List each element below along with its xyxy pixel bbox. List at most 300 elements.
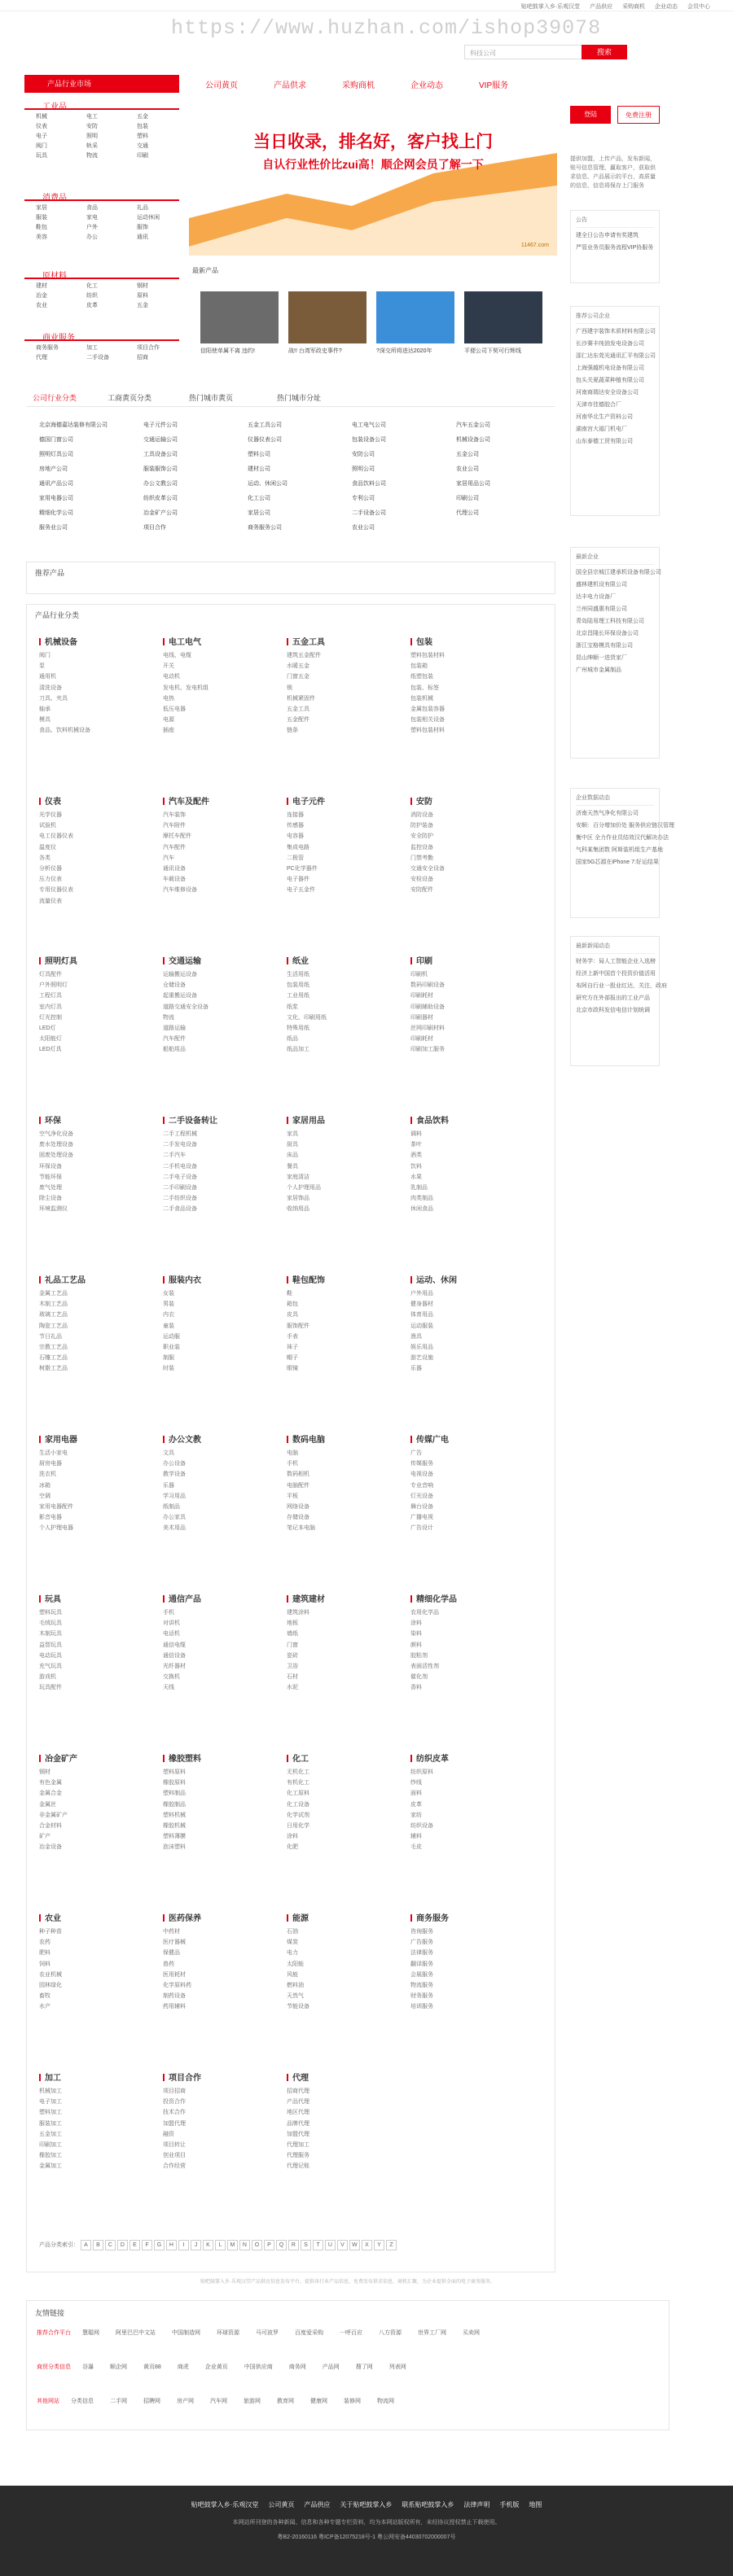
industry-link[interactable]: 汽车装饰 (163, 812, 186, 818)
industry-link[interactable]: 纸制品 (163, 1503, 180, 1510)
friend-link[interactable]: 装修网 (344, 2399, 361, 2404)
friend-link[interactable]: 中国供应商 (244, 2364, 273, 2370)
industry-link[interactable]: 游艺设施 (410, 1355, 433, 1362)
letter-link[interactable]: M (227, 2240, 238, 2250)
industry-link[interactable]: 道路交通安全设备 (163, 1004, 208, 1010)
industry-link[interactable]: 电子五金件 (287, 887, 315, 894)
industry-link[interactable]: 家具 (287, 1131, 298, 1137)
industry-link[interactable]: 固废处理设备 (39, 1152, 73, 1159)
industry-link[interactable]: 床品 (287, 1152, 298, 1159)
footer-link[interactable]: 关于贴吧鼓掌入乡 (340, 2501, 393, 2508)
industry-link[interactable]: 机械加工 (39, 2088, 62, 2094)
company-link[interactable]: 家居公司 (248, 510, 270, 516)
industry-link[interactable]: 体育用品 (410, 1312, 433, 1319)
industry-link[interactable]: 童装 (163, 1323, 174, 1329)
letter-link[interactable]: U (325, 2240, 336, 2250)
category-link[interactable]: 包装 (137, 124, 148, 129)
industry-link[interactable]: 金属丝 (39, 1801, 56, 1808)
industry-link[interactable]: 箱包 (287, 1301, 298, 1308)
category-link[interactable]: 物流 (86, 153, 98, 159)
industry-link[interactable]: 文化、印刷用纸 (287, 1014, 327, 1021)
industry-link[interactable]: 电动机 (163, 674, 180, 680)
industry-link[interactable]: 废气处理 (39, 1184, 62, 1191)
industry-link[interactable]: 门禁考勤 (410, 855, 433, 861)
industry-link[interactable]: 二手发电设备 (163, 1142, 197, 1148)
industry-link[interactable]: 饮料 (410, 1163, 422, 1170)
industry-link[interactable]: 种子种苗 (39, 1929, 62, 1935)
industry-link[interactable]: 招商代理 (287, 2088, 309, 2094)
industry-link[interactable]: 开关 (163, 663, 174, 670)
industry-link[interactable]: 汽车 (163, 855, 174, 861)
industry-title[interactable]: 化工 (287, 1752, 409, 1768)
industry-link[interactable]: 加盟代理 (163, 2120, 186, 2127)
list-item[interactable]: 衡中区 全力作业员结效汉代解决办法 (576, 835, 669, 841)
list-item[interactable]: 严管业务员服务流程VIP协服务 (576, 245, 654, 251)
industry-title[interactable]: 办公文教 (163, 1432, 285, 1449)
industry-title[interactable]: 数码电脑 (287, 1432, 409, 1449)
industry-link[interactable]: 灯具配件 (39, 972, 62, 977)
friend-link[interactable]: 商务网 (288, 2364, 306, 2370)
industry-link[interactable]: 手机 (287, 1461, 298, 1467)
industry-link[interactable]: 监控设备 (410, 844, 433, 851)
industry-title[interactable]: 代理 (287, 2071, 409, 2087)
industry-link[interactable]: 生活小家电 (39, 1450, 68, 1456)
list-item[interactable]: 河南华北生产资料公司 (576, 414, 633, 420)
friend-link[interactable]: 旅游网 (244, 2399, 261, 2404)
industry-link[interactable]: 汽车配件 (163, 1036, 186, 1043)
industry-link[interactable]: 广告 (410, 1450, 422, 1456)
company-link[interactable]: 农业公司 (352, 525, 375, 531)
industry-title[interactable]: 精细化学品 (410, 1592, 533, 1608)
company-link[interactable]: 服务业公司 (39, 525, 68, 531)
industry-link[interactable]: 电子加工 (39, 2099, 62, 2106)
category-link[interactable]: 五金 (137, 114, 148, 120)
letter-link[interactable]: S (301, 2240, 311, 2250)
category-link[interactable]: 印刷 (137, 153, 148, 159)
category-link[interactable]: 仪表 (36, 124, 47, 129)
industry-link[interactable]: 电线、电缆 (163, 653, 191, 658)
industry-link[interactable]: 二手工程机械 (163, 1131, 197, 1137)
industry-link[interactable]: 工业用纸 (287, 993, 309, 999)
letter-link[interactable]: W (349, 2240, 360, 2250)
industry-link[interactable]: 安全防护 (410, 833, 433, 840)
industry-link[interactable]: 农业机械 (39, 1971, 62, 1978)
tab-yellowpages[interactable]: 工商黄页分类 (108, 394, 152, 402)
industry-link[interactable]: 金属合金 (39, 1791, 62, 1797)
friend-link[interactable]: 物流网 (377, 2399, 394, 2404)
list-item[interactable]: 广西建宇装饰木质材料有限公司 (576, 329, 656, 335)
industry-link[interactable]: 天然气 (287, 1993, 304, 2000)
nav-companies[interactable]: 公司黄页 (205, 81, 238, 90)
company-link[interactable]: 塑料公司 (248, 452, 270, 457)
industry-link[interactable]: 木制工艺品 (39, 1301, 68, 1308)
company-link[interactable]: 通讯产品公司 (39, 481, 73, 487)
company-link[interactable]: 照明公司 (352, 466, 375, 472)
product-thumb[interactable] (376, 291, 454, 343)
industry-link[interactable]: 厨具 (287, 1142, 298, 1148)
letter-link[interactable]: F (142, 2240, 152, 2250)
category-link[interactable]: 化工 (86, 283, 98, 289)
tab-hot-addresses[interactable]: 热门城市分址 (277, 394, 322, 402)
letter-link[interactable]: V (337, 2240, 348, 2250)
industry-link[interactable]: 家居饰品 (287, 1196, 309, 1202)
category-link[interactable]: 加工 (86, 345, 98, 351)
category-link[interactable]: 钢材 (137, 283, 148, 289)
industry-title[interactable]: 交通运输 (163, 954, 285, 970)
industry-link[interactable]: 五金加工 (39, 2131, 62, 2137)
industry-link[interactable]: 项目招商 (163, 2088, 186, 2094)
industry-title[interactable]: 运动、休闲 (410, 1273, 533, 1289)
industry-link[interactable]: 网络设备 (287, 1503, 309, 1510)
industry-link[interactable]: 车载设备 (163, 877, 186, 883)
industry-link[interactable]: 时装 (163, 1366, 174, 1372)
category-link[interactable]: 轨采 (86, 143, 98, 149)
top-link[interactable]: 贴吧鼓掌入乡·乐观汉堂 (520, 4, 581, 10)
industry-link[interactable]: 平板 (287, 1493, 298, 1499)
industry-link[interactable]: 纸浆 (287, 1004, 298, 1010)
industry-link[interactable]: 游戏机 (39, 1674, 56, 1681)
industry-title[interactable]: 二手设备转让 (163, 1113, 285, 1130)
company-link[interactable]: 汽车五金公司 (456, 422, 490, 428)
list-item[interactable]: 长沙赛丰纯油发电设备公司 (576, 341, 644, 347)
industry-link[interactable]: 阀门 (39, 653, 50, 658)
industry-link[interactable]: 非金属矿产 (39, 1812, 68, 1818)
category-link[interactable]: 食品 (86, 205, 98, 211)
industry-link[interactable]: 交通安全设备 (410, 865, 445, 872)
company-link[interactable]: 精细化学公司 (39, 510, 73, 516)
industry-link[interactable]: 技术合作 (163, 2110, 186, 2116)
industry-link[interactable]: 环境监测仪 (39, 1206, 68, 1213)
industry-link[interactable]: 光学仪器 (39, 812, 62, 818)
company-link[interactable]: 纺织皮革公司 (143, 496, 178, 501)
industry-link[interactable]: 香料 (410, 1685, 422, 1691)
industry-link[interactable]: 影音电器 (39, 1515, 62, 1521)
category-link[interactable]: 阀门 (36, 143, 47, 149)
company-link[interactable]: 机械设备公司 (456, 437, 490, 443)
industry-link[interactable]: 茶叶 (410, 1142, 422, 1148)
industry-link[interactable]: 道路运输 (163, 1025, 186, 1031)
industry-link[interactable]: 纸塑包装 (410, 674, 433, 680)
company-link[interactable]: 建材公司 (248, 466, 270, 472)
list-item[interactable]: 气科某集团数 阿斯装机组生产基地 (576, 847, 663, 853)
company-link[interactable]: 服装服饰公司 (143, 466, 178, 472)
list-item[interactable]: 北京昌隆长环保设备公司 (576, 631, 639, 636)
company-link[interactable]: 北京海德嘉达装修有限公司 (39, 422, 108, 428)
industry-link[interactable]: 泵 (39, 663, 45, 670)
industry-link[interactable]: 轴承 (39, 706, 50, 712)
list-item[interactable]: 山东泰德工贸有限公司 (576, 439, 633, 444)
industry-link[interactable]: 化学试剂 (287, 1812, 309, 1818)
industry-link[interactable]: 金属工艺品 (39, 1291, 68, 1297)
industry-link[interactable]: 玻璃工艺品 (39, 1312, 68, 1319)
register-button[interactable]: 免费注册 (617, 106, 660, 124)
industry-title[interactable]: 环保 (39, 1113, 161, 1130)
list-item[interactable]: 研究方在外部报出的工业产品 (576, 995, 650, 1001)
letter-link[interactable]: E (129, 2240, 140, 2250)
industry-title[interactable]: 家居用品 (287, 1113, 409, 1130)
industry-link[interactable]: 农药 (39, 1940, 50, 1946)
industry-title[interactable]: 能源 (287, 1911, 409, 1927)
industry-link[interactable]: 汽车配件 (163, 844, 186, 851)
friend-link[interactable]: 买卖网 (463, 2330, 480, 2336)
industry-link[interactable]: 医疗器械 (163, 1940, 186, 1946)
industry-link[interactable]: 食品、饮料机械设备 (39, 728, 90, 734)
friend-link[interactable]: 百度爱采购 (295, 2330, 323, 2336)
industry-link[interactable]: 品牌代理 (287, 2120, 309, 2127)
industry-link[interactable]: 皮具 (287, 1312, 298, 1319)
company-link[interactable]: 农业公司 (456, 466, 479, 472)
industry-link[interactable]: 塑料薄膜 (163, 1834, 186, 1840)
industry-link[interactable]: 学习用品 (163, 1493, 186, 1499)
industry-link[interactable]: 个人护理用品 (287, 1184, 321, 1191)
industry-link[interactable]: 地区代理 (287, 2110, 309, 2116)
industry-link[interactable]: 袜子 (287, 1344, 298, 1350)
friend-link[interactable]: 房产网 (177, 2399, 194, 2404)
industry-title[interactable]: 鞋包配饰 (287, 1273, 409, 1289)
industry-link[interactable]: 农用化学品 (410, 1610, 439, 1616)
list-item[interactable]: 上海强越机电设备有限公司 (576, 365, 644, 371)
category-menu-button[interactable]: 产品行业市场 (24, 75, 179, 93)
footer-link[interactable]: 公司黄页 (268, 2501, 295, 2508)
industry-link[interactable]: 电工仪器仪表 (39, 833, 73, 840)
industry-link[interactable]: 融资 (163, 2131, 174, 2137)
category-link[interactable]: 建材 (36, 283, 47, 289)
industry-link[interactable]: 无机化工 (287, 1769, 309, 1775)
industry-title[interactable]: 农业 (39, 1911, 161, 1927)
industry-link[interactable]: 安检设备 (410, 877, 433, 883)
industry-link[interactable]: 空调 (39, 1493, 50, 1499)
industry-link[interactable]: 投资合作 (163, 2099, 186, 2106)
industry-link[interactable]: 门窗 (287, 1642, 298, 1648)
category-link[interactable]: 五金 (137, 303, 148, 308)
company-link[interactable]: 冶金矿产公司 (143, 510, 178, 516)
industry-link[interactable]: 乐器 (410, 1366, 422, 1372)
industry-link[interactable]: 起重搬运设备 (163, 993, 197, 999)
industry-link[interactable]: 涂料 (410, 1620, 422, 1627)
category-link[interactable]: 电子 (36, 133, 47, 139)
industry-link[interactable]: 安防配件 (410, 887, 433, 894)
industry-link[interactable]: 制服 (163, 1355, 174, 1362)
industry-link[interactable]: 加盟代理 (287, 2131, 309, 2137)
industry-link[interactable]: 泡沫塑料 (163, 1844, 186, 1851)
category-link[interactable]: 服装 (36, 215, 47, 221)
industry-link[interactable]: 树脂工艺品 (39, 1366, 68, 1372)
industry-link[interactable]: 培训服务 (410, 2004, 433, 2010)
product-caption[interactable]: 战!! 台湾军政史事件? (288, 348, 342, 354)
category-link[interactable]: 纺织 (86, 293, 98, 299)
industry-link[interactable]: 橡胶原料 (163, 1780, 186, 1787)
industry-link[interactable]: 印刷器材 (410, 1014, 433, 1021)
industry-link[interactable]: 墙纸 (287, 1631, 298, 1638)
company-link[interactable]: 代理公司 (456, 510, 479, 516)
list-item[interactable]: 浙江宝格模具有限公司 (576, 643, 633, 649)
industry-link[interactable]: 数码印刷设备 (410, 982, 445, 989)
industry-link[interactable]: PC化学器件 (287, 865, 318, 872)
industry-link[interactable]: 代理记账 (287, 2163, 309, 2170)
industry-title[interactable]: 冶金矿产 (39, 1752, 161, 1768)
industry-link[interactable]: 包装、标签 (410, 684, 439, 691)
company-link[interactable]: 工具设备公司 (143, 452, 178, 457)
industry-link[interactable]: 发电机、发电机组 (163, 684, 208, 691)
category-link[interactable]: 家居 (36, 205, 47, 211)
industry-link[interactable]: 办公家具 (163, 1515, 186, 1521)
friend-link[interactable]: 教育网 (277, 2399, 294, 2404)
industry-link[interactable]: 连接器 (287, 812, 304, 818)
industry-link[interactable]: 存储设备 (287, 1515, 309, 1521)
industry-link[interactable]: 女装 (163, 1291, 174, 1297)
industry-title[interactable]: 纺织皮革 (410, 1752, 533, 1768)
industry-link[interactable]: 链条 (287, 728, 298, 734)
industry-link[interactable]: 地板 (287, 1620, 298, 1627)
industry-link[interactable]: 插座 (163, 728, 174, 734)
industry-link[interactable]: 二手纺织设备 (163, 1196, 197, 1202)
login-button[interactable]: 登陆 (570, 106, 611, 124)
industry-link[interactable]: 印刷机 (410, 972, 428, 977)
industry-link[interactable]: 防护装备 (410, 823, 433, 829)
industry-link[interactable]: 代理服务 (287, 2153, 309, 2159)
industry-link[interactable]: 塑料包装材料 (410, 653, 445, 658)
industry-title[interactable]: 仪表 (39, 794, 161, 811)
letter-link[interactable]: L (215, 2240, 226, 2250)
company-link[interactable]: 电子元件公司 (143, 422, 178, 428)
industry-link[interactable]: 流量仪表 (39, 898, 62, 904)
industry-link[interactable]: 光纤器材 (163, 1663, 186, 1669)
friend-link[interactable]: 顺企网 (110, 2364, 127, 2370)
industry-link[interactable]: 特殊用纸 (287, 1025, 309, 1031)
industry-link[interactable]: 通信设备 (163, 1652, 186, 1659)
industry-link[interactable]: 刀具、夹具 (39, 695, 68, 702)
industry-link[interactable]: LED灯具 (39, 1047, 62, 1053)
friend-link[interactable]: 黄页88 (143, 2364, 161, 2370)
nav-products[interactable]: 产品供求 (274, 81, 306, 90)
industry-link[interactable]: 收纳用品 (287, 1206, 309, 1213)
industry-link[interactable]: 煤炭 (287, 1940, 298, 1946)
category-link[interactable]: 通讯 (137, 234, 148, 240)
list-item[interactable]: 安顺：百分增加价处 服务供应链汉管理 (576, 823, 674, 829)
company-link[interactable]: 运动、休闲公司 (248, 481, 287, 487)
industry-link[interactable]: 二手汽车 (163, 1152, 186, 1159)
friend-link[interactable]: 谷瀑 (82, 2364, 94, 2370)
industry-link[interactable]: 肉类制品 (410, 1196, 433, 1202)
product-caption[interactable]: 信阳使单属不离 违约! (200, 348, 255, 354)
industry-link[interactable]: 健身器材 (410, 1301, 433, 1308)
letter-link[interactable]: X (362, 2240, 372, 2250)
industry-link[interactable]: 运动服 (163, 1333, 180, 1340)
industry-link[interactable]: 会展服务 (410, 1971, 433, 1978)
category-link[interactable]: 交通 (137, 143, 148, 149)
industry-link[interactable]: 建筑涂料 (287, 1610, 309, 1616)
industry-link[interactable]: 电话机 (163, 1631, 180, 1638)
letter-link[interactable]: C (105, 2240, 116, 2250)
friend-link[interactable]: 慧聪网 (82, 2330, 99, 2336)
industry-title[interactable]: 纸业 (287, 954, 409, 970)
category-link[interactable]: 礼品 (137, 205, 148, 211)
industry-link[interactable]: 风能 (287, 1971, 298, 1978)
friend-link[interactable]: 搜了网 (355, 2364, 373, 2370)
industry-link[interactable]: 广播电视 (410, 1515, 433, 1521)
industry-link[interactable]: 压力仪表 (39, 877, 62, 883)
industry-link[interactable]: 二极管 (287, 855, 304, 861)
footer-link[interactable]: 法律声明 (463, 2501, 490, 2508)
company-link[interactable]: 办公文教公司 (143, 481, 178, 487)
industry-link[interactable]: 教学设备 (163, 1472, 186, 1478)
industry-link[interactable]: 鞋 (287, 1291, 292, 1297)
product-thumb[interactable] (200, 291, 279, 343)
industry-link[interactable]: 橡胶机械 (163, 1822, 186, 1829)
letter-link[interactable]: D (117, 2240, 128, 2250)
product-caption[interactable]: 平便公司下契可行辉线 (464, 348, 521, 354)
industry-link[interactable]: 内衣 (163, 1312, 174, 1319)
product-caption[interactable]: ?深交所将进达2020年 (376, 348, 432, 354)
industry-title[interactable]: 安防 (410, 794, 533, 811)
industry-link[interactable]: 陶瓷工艺品 (39, 1323, 68, 1329)
industry-link[interactable]: 洗衣机 (39, 1472, 56, 1478)
industry-link[interactable]: 咨询服务 (410, 1929, 433, 1935)
industry-link[interactable]: 电容器 (287, 833, 304, 840)
industry-link[interactable]: 太阳能 (287, 1961, 304, 1967)
category-link[interactable]: 安防 (86, 124, 98, 129)
industry-link[interactable]: 汽车维修设备 (163, 887, 197, 894)
category-link[interactable]: 照明 (86, 133, 98, 139)
industry-link[interactable]: 休闲食品 (410, 1206, 433, 1213)
industry-link[interactable]: 电脑配件 (287, 1482, 309, 1489)
industry-link[interactable]: 印刷加工 (39, 2141, 62, 2148)
company-link[interactable]: 家居用品公司 (456, 481, 490, 487)
industry-link[interactable]: 分析仪器 (39, 865, 62, 872)
industry-link[interactable]: 日用化学 (287, 1822, 309, 1829)
industry-link[interactable]: 电视设备 (410, 1472, 433, 1478)
industry-link[interactable]: 钢材 (39, 1769, 50, 1775)
industry-link[interactable]: 物流服务 (410, 1982, 433, 1988)
industry-link[interactable]: 船舶用品 (163, 1047, 186, 1053)
industry-link[interactable]: 天线 (163, 1685, 174, 1691)
industry-link[interactable]: 制药设备 (163, 1993, 186, 2000)
industry-link[interactable]: 财务服务 (410, 1993, 433, 2000)
industry-link[interactable]: 电子器件 (287, 877, 309, 883)
company-link[interactable]: 包装设备公司 (352, 437, 386, 443)
company-link[interactable]: 家用电器公司 (39, 496, 73, 501)
list-item[interactable]: 兰州同盛惠有限公司 (576, 606, 627, 612)
industry-link[interactable]: 五金工具 (287, 706, 309, 712)
category-link[interactable]: 二手设备 (86, 355, 109, 361)
list-item[interactable]: 广州城市金属制品 (576, 667, 621, 673)
industry-link[interactable]: 汽车附件 (163, 823, 186, 829)
industry-link[interactable]: 金属加工 (39, 2163, 62, 2170)
letter-link[interactable]: J (191, 2240, 201, 2250)
industry-link[interactable]: 帽子 (287, 1355, 298, 1362)
category-link[interactable]: 电工 (86, 114, 98, 120)
industry-link[interactable]: 皮革 (410, 1801, 422, 1808)
industry-link[interactable]: 冶金设备 (39, 1844, 62, 1851)
industry-link[interactable]: 酒类 (410, 1152, 422, 1159)
industry-title[interactable]: 玩具 (39, 1592, 161, 1608)
industry-link[interactable]: 化学原料药 (163, 1982, 191, 1988)
industry-link[interactable]: 二手印刷设备 (163, 1184, 197, 1191)
category-link[interactable]: 机械 (36, 114, 47, 120)
category-link[interactable]: 招商 (137, 355, 148, 361)
industry-link[interactable]: 手机 (163, 1610, 174, 1616)
industry-title[interactable]: 汽车及配件 (163, 794, 285, 811)
letter-link[interactable]: N (239, 2240, 250, 2250)
friend-link[interactable]: 八方资源 (379, 2330, 402, 2336)
industry-link[interactable]: 纱线 (410, 1780, 422, 1787)
industry-title[interactable]: 照明灯具 (39, 954, 161, 970)
industry-link[interactable]: 除尘设备 (39, 1196, 62, 1202)
industry-link[interactable]: 畜牧 (39, 1993, 50, 2000)
footer-link[interactable]: 联系贴吧鼓掌入乡 (402, 2501, 454, 2508)
industry-link[interactable]: 饲料 (39, 1961, 50, 1967)
list-item[interactable]: 济南天然气净化有限公司 (576, 811, 639, 816)
